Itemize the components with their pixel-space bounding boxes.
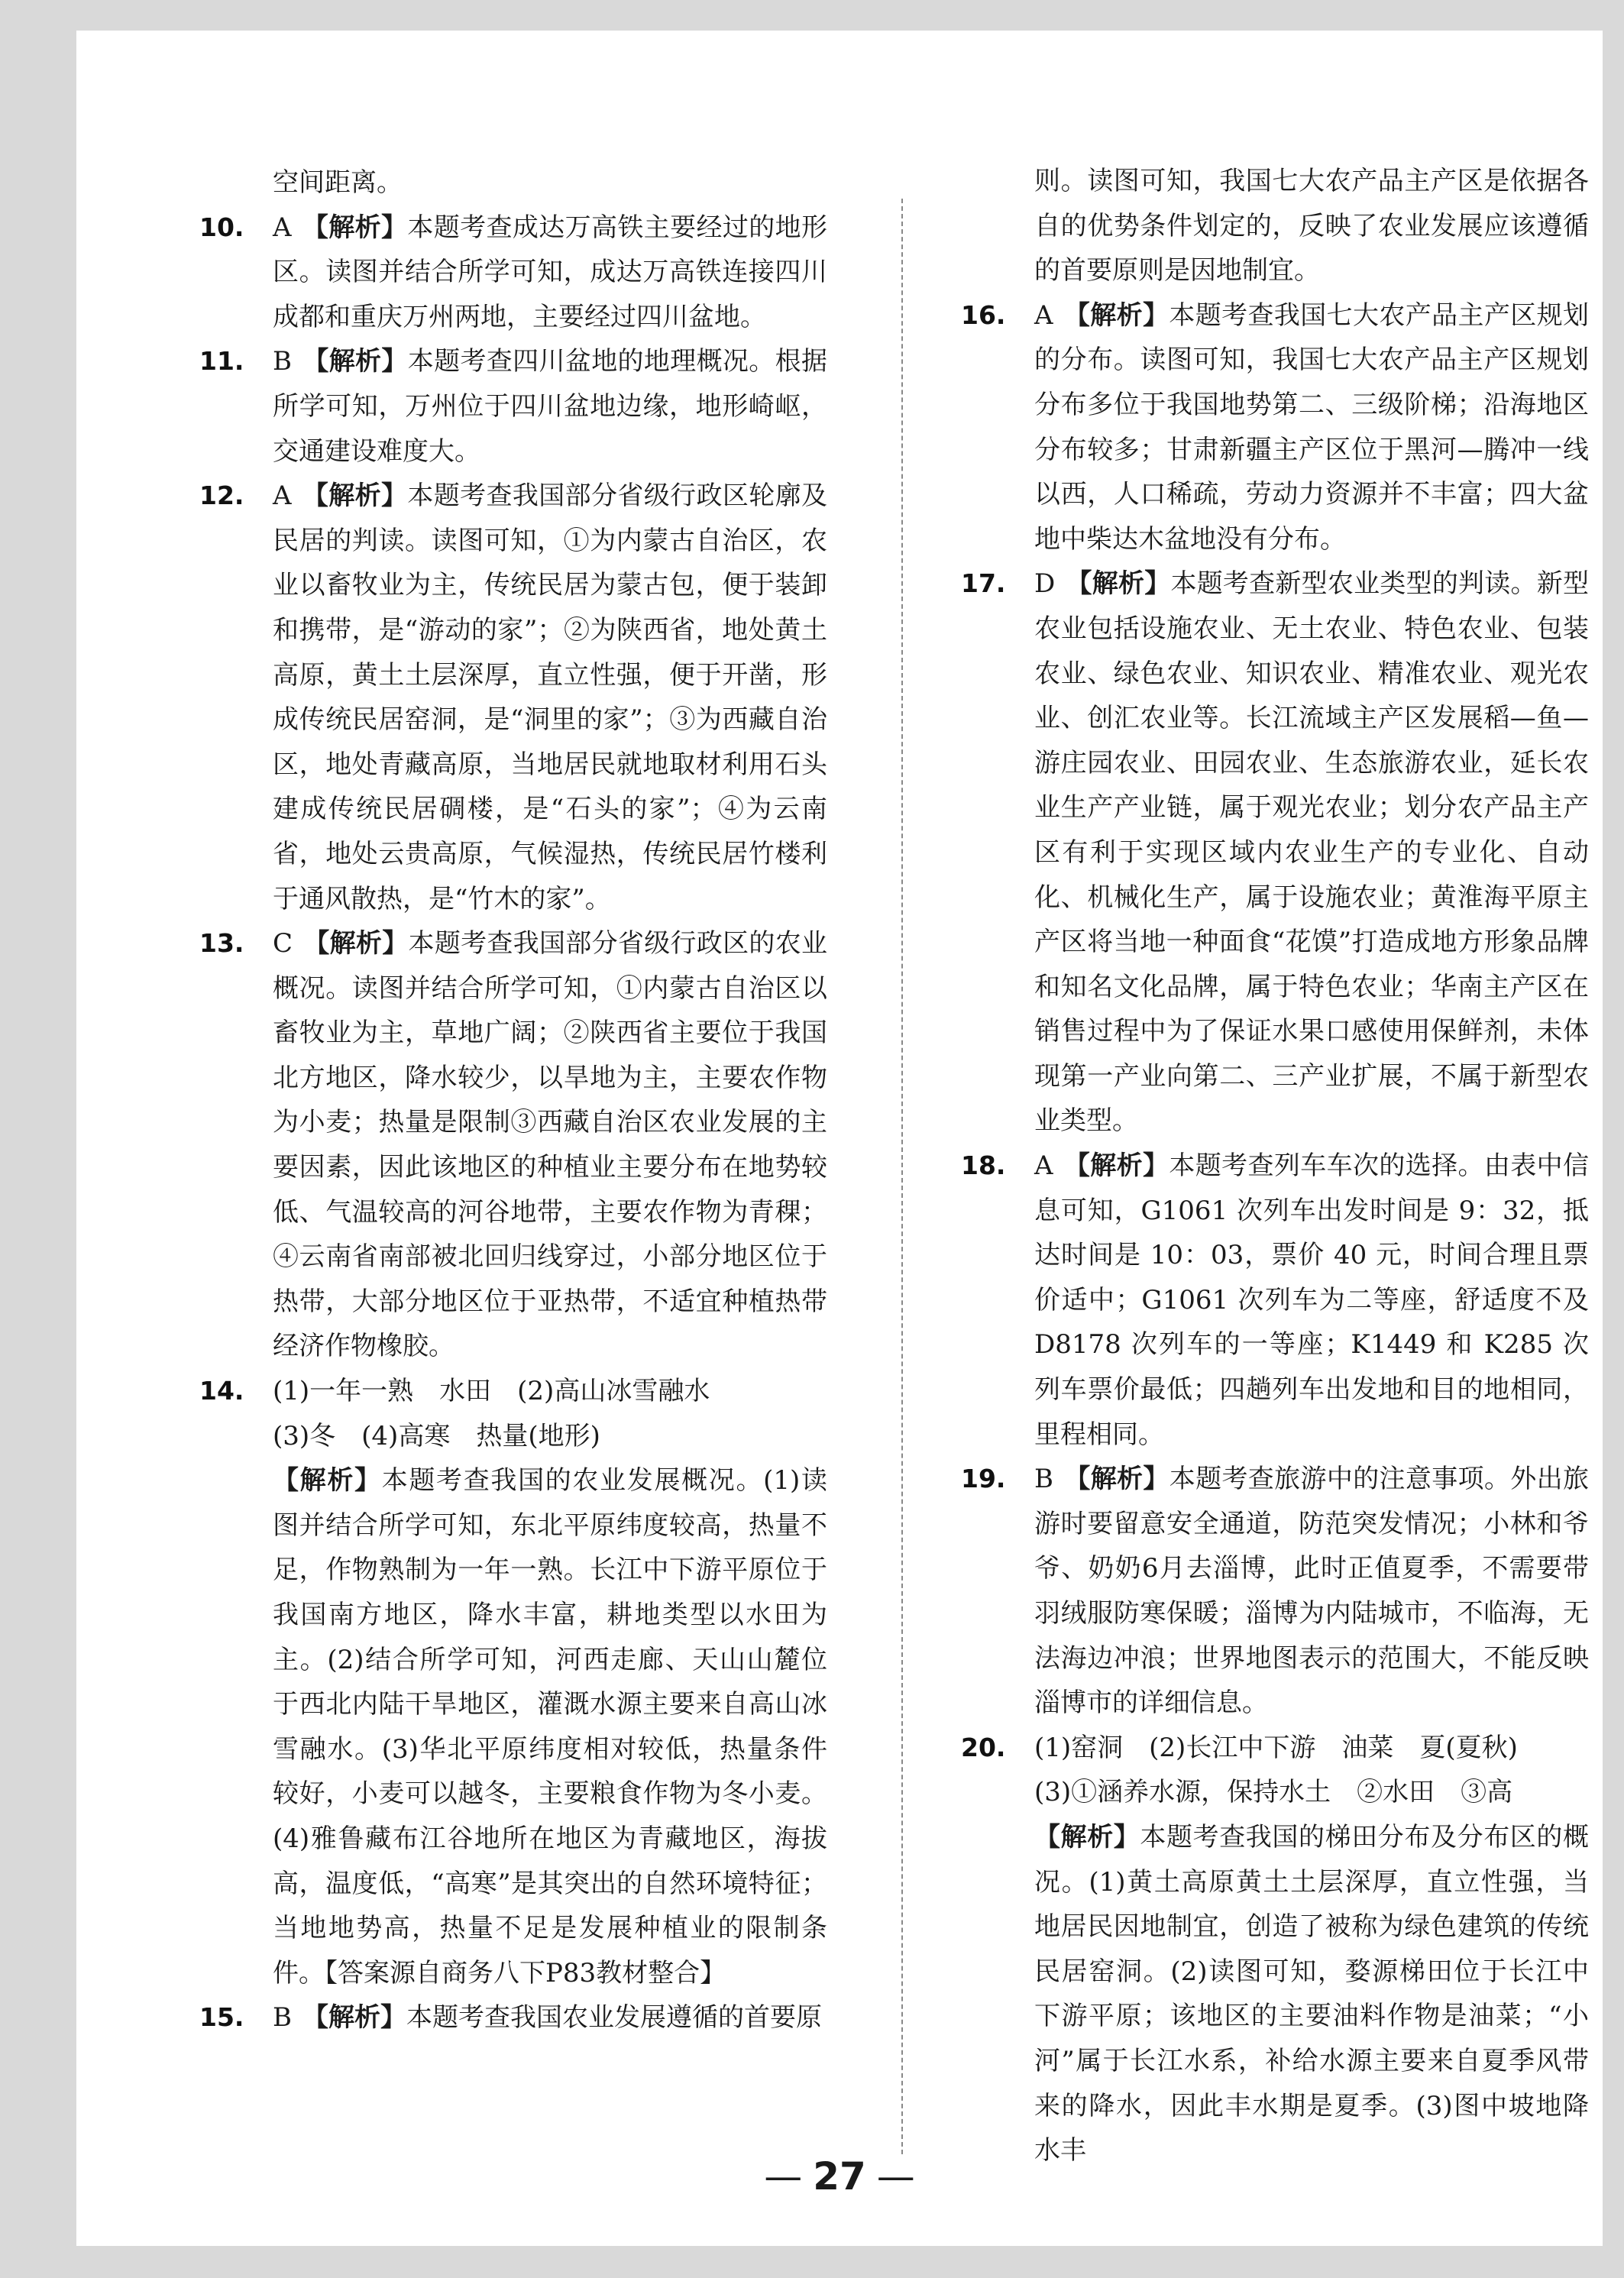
item-number: 18. — [961, 1150, 1006, 1181]
analysis-text: 本题考查成达万高铁主要经过的地形区。读图并结合所学可知，成达万高铁连接四川成都和重庆万州两地，主要经过四川盆地。 — [273, 212, 827, 332]
answer-line-1: (1)一年一熟 水田 (2)高山冰雪融水 — [273, 1376, 710, 1407]
answer-line-2: (3)冬 (4)高寒 热量(地形) — [273, 1420, 600, 1451]
answer-letter: A — [1034, 1150, 1053, 1182]
analysis-text: 本题考查我国的农业发展概况。(1)读图并结合所学可知，东北平原纬度较高，热量不足，作物熟制为一年一熟。长江中下游平原位于我国南方地区，降水丰富，耕地类型以水田为主。(2)结合所学可知，河西走廊、天山山麓位于西北内陆干旱地区，灌溉水源主要来自高山冰雪融水。(3)华北平原纬度相对较低，热量条件较好，小麦可以越冬，主要粮食作物为冬小麦。(4)雅鲁藏布江谷地所在地区为青藏地区，海拔高，温度低，“高寒”是其突出的自然环境特征；当地地势高，热量不足是发展种植业的限制条件。【答案源自商务八下P83教材整合】 — [273, 1465, 827, 1988]
answer-item-17 — [961, 561, 1589, 1144]
lead-text: 空间距离。 — [273, 167, 403, 198]
analysis-tag: 【解析】 — [302, 481, 408, 512]
item-number: 14. — [199, 1376, 244, 1406]
answer-item-12 — [199, 474, 827, 921]
column-divider — [901, 199, 903, 2154]
answer-letter: B — [1034, 1464, 1053, 1495]
answer-item-18 — [961, 1144, 1589, 1457]
analysis-text: 本题考查列车车次的选择。由表中信息可知，G1061 次列车出发时间是 9：32，抵达时间是 10：03，票价 40 元，时间合理且票价适中；G1061 次列车为二等座，舒适度不及 D8178 次列车的一等座；K1449 和 K285 次列车票价最低；四趟列车出发地和目的地相同，里程相同。 — [1034, 1150, 1589, 1450]
answer-item-11 — [199, 339, 827, 474]
analysis-block — [273, 1458, 827, 1995]
item-number: 13. — [199, 928, 244, 959]
analysis-text: 本题考查我国的梯田分布及分布区的概况。(1)黄土高原黄土土层深厚，直立性强，当地居民因地制宜，创造了被称为绿色建筑的传统民居窑洞。(2)读图可知，婺源梯田位于长江中下游平原；该地区的主要油料作物是油菜；“小河”属于长江水系，补给水源主要来自夏季风带来的降水，因此丰水期是夏季。(3)图中坡地降水丰 — [1034, 1821, 1590, 2166]
analysis-tag: 【解析】 — [1063, 1150, 1169, 1182]
answer-page — [76, 31, 1603, 2246]
answer-item-10 — [199, 205, 827, 340]
left-column — [199, 160, 827, 2040]
answer-item-15 — [199, 1995, 827, 2040]
answer-letter: B — [273, 2002, 292, 2034]
analysis-text: 本题考查新型农业类型的判读。新型农业包括设施农业、无土农业、特色农业、包装农业、绿色农业、知识农业、精准农业、观光农业、创汇农业等。长江流域主产区发展稻—鱼—游庄园农业、田园农业、生态旅游农业，延长农业生产产业链，属于观光农业；划分农产品主产区有利于实现区域内农业生产的专业化、自动化、机械化生产，属于设施农业；黄淮海平原主产区将当地一种面食“花馍”打造成地方形象品牌和知名文化品牌，属于特色农业；华南主产区在销售过程中为了保证水果口感使用保鲜剂，未体现第一产业向第二、三产业扩展，不属于新型农业类型。 — [1034, 568, 1590, 1137]
item-number: 11. — [199, 346, 244, 377]
item-number: 10. — [199, 212, 244, 242]
page-dash-right: — — [876, 2154, 915, 2199]
answer-letter: C — [273, 928, 293, 959]
analysis-text: 本题考查四川盆地的地理概况。根据所学可知，万州位于四川盆地边缘，地形崎岖，交通建设难度大。 — [273, 346, 827, 467]
analysis-tag: 【解析】 — [1064, 1464, 1169, 1495]
page-number — [76, 2154, 1603, 2199]
answer-letter: D — [1034, 568, 1056, 600]
left-lead — [199, 160, 827, 205]
analysis-tag: 【解析】 — [303, 928, 409, 959]
answer-item-16 — [961, 293, 1589, 562]
analysis-tag: 【解析】 — [1063, 299, 1169, 331]
item-number: 16. — [961, 299, 1006, 330]
answer-letter: A — [273, 481, 292, 512]
answer-line-2: (3)①涵养水源，保持水土 ②水田 ③高 — [1034, 1777, 1513, 1808]
item-number: 19. — [961, 1464, 1006, 1494]
answer-line-1: (1)窑洞 (2)长江中下游 油菜 夏(夏秋) — [1034, 1732, 1518, 1763]
analysis-text: 本题考查我国七大农产品主产区规划的分布。读图可知，我国七大农产品主产区规划分布多位于我国地势第二、三级阶梯；沿海地区分布较多；甘肃新疆主产区位于黑河—腾冲一线以西，人口稀疏，劳动力资源并不丰富；四大盆地中柴达木盆地没有分布。 — [1034, 299, 1589, 555]
answer-item-14 — [199, 1369, 827, 1995]
answer-letter: B — [273, 346, 292, 377]
item-number: 12. — [199, 481, 244, 511]
analysis-text: 本题考查我国部分省级行政区的农业概况。读图并结合所学可知，①内蒙古自治区以畜牧业为主，草地广阔；②陕西省主要位于我国北方地区，降水较少，以旱地为主，主要农作物为小麦；热量是限制③西藏自治区农业发展的主要因素，因此该地区的种植业主要分布在地势较低、气温较高的河谷地带，主要农作物为青稞；④云南省南部被北回归线穿过，小部分地区位于热带，大部分地区位于亚热带，不适宜种植热带经济作物橡胶。 — [273, 928, 828, 1362]
lead-text: 则。读图可知，我国七大农产品主产区是依据各自的优势条件划定的，反映了农业发展应该遵循的首要原则是因地制宜。 — [1034, 166, 1589, 286]
answer-item-19 — [961, 1457, 1589, 1726]
right-column — [961, 159, 1589, 2173]
answer-letter: A — [273, 212, 292, 243]
analysis-tag: 【解析】 — [302, 2002, 406, 2034]
analysis-tag: 【解析】 — [1066, 568, 1171, 600]
item-number: 20. — [961, 1732, 1006, 1762]
analysis-tag: 【解析】 — [302, 346, 408, 377]
answer-letter: A — [1034, 299, 1053, 331]
analysis-tag: 【解析】 — [1034, 1821, 1140, 1852]
answer-item-20 — [961, 1726, 1589, 2173]
right-lead — [961, 159, 1589, 293]
analysis-block — [1034, 1815, 1589, 2173]
item-number: 17. — [961, 568, 1006, 599]
analysis-text: 本题考查旅游中的注意事项。外出旅游时要留意安全通道，防范突发情况；小林和爷爷、奶奶6月去淄博，此时正值夏季，不需要带羽绒服防寒保暖；淄博为内陆城市，不临海，无法海边冲浪；世界地图表示的范围大，不能反映淄博市的详细信息。 — [1034, 1464, 1589, 1719]
page-number-value: 27 — [813, 2154, 866, 2199]
item-number: 15. — [199, 2002, 244, 2033]
page-dash-left: — — [764, 2154, 803, 2199]
analysis-text: 本题考查我国部分省级行政区轮廓及民居的判读。读图可知，①为内蒙古自治区，农业以畜牧业为主，传统民居为蒙古包，便于装卸和携带，是“游动的家”；②为陕西省，地处黄土高原，黄土土层深厚，直立性强，便于开凿，形成传统民居窑洞，是“洞里的家”；③为西藏自治区，地处青藏高原，当地居民就地取材利用石头建成传统民居碉楼，是“石头的家”；④为云南省，地处云贵高原，气候湿热，传统民居竹楼利于通风散热，是“竹木的家”。 — [273, 481, 827, 914]
answer-item-13 — [199, 921, 827, 1369]
analysis-tag: 【解析】 — [273, 1465, 382, 1497]
analysis-text: 本题考查我国农业发展遵循的首要原 — [406, 2002, 822, 2034]
analysis-tag: 【解析】 — [302, 212, 408, 243]
